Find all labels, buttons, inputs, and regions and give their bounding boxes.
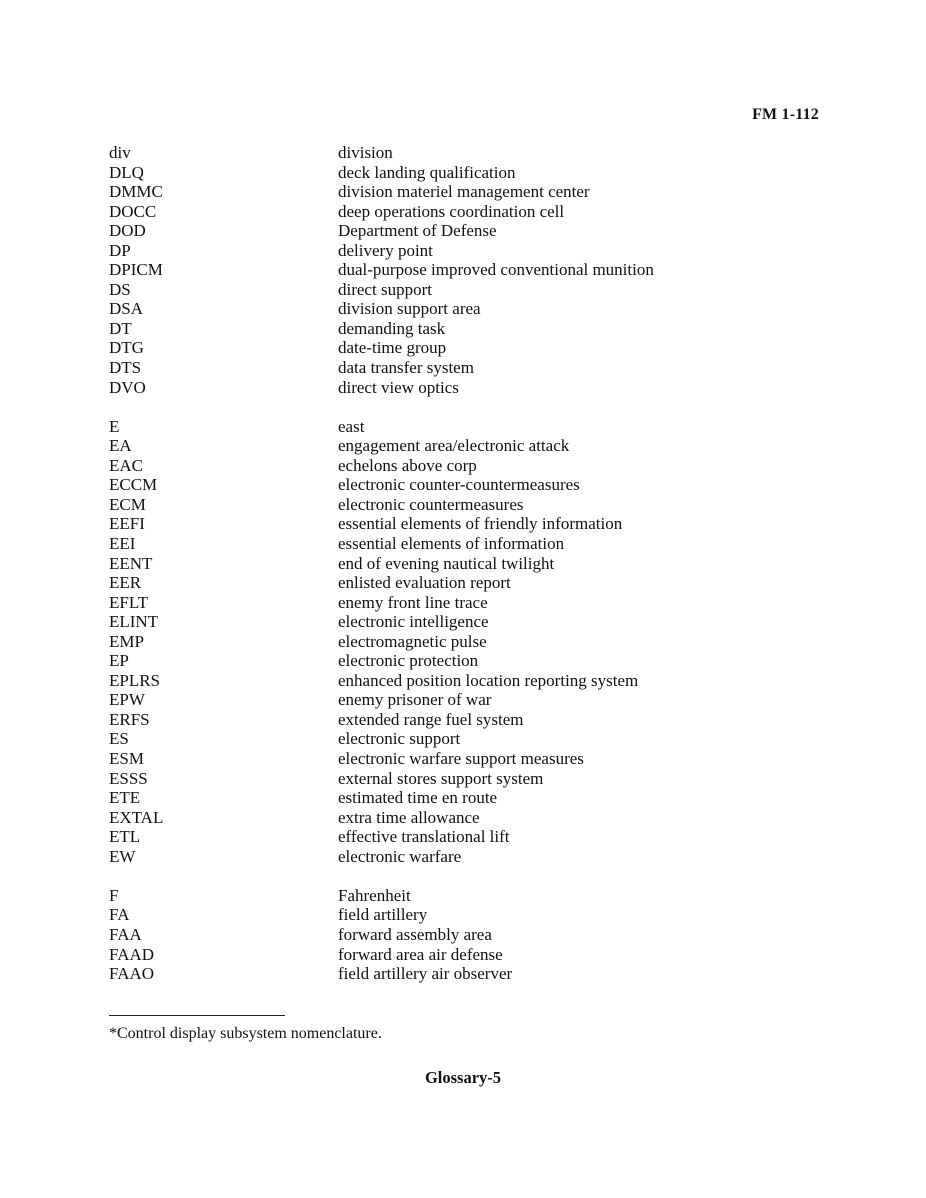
glossary-term: EA (109, 436, 132, 456)
glossary-term: FA (109, 905, 130, 925)
glossary-entry (109, 847, 829, 867)
glossary-definition: essential elements of friendly information (338, 514, 623, 534)
glossary-entry (109, 436, 829, 456)
glossary-term: ERFS (109, 709, 150, 729)
glossary-term: ECCM (109, 475, 158, 495)
glossary-definition: electronic countermeasures (338, 494, 524, 514)
glossary-definition: data transfer system (338, 358, 474, 378)
glossary-definition: echelons above corp (338, 455, 477, 475)
glossary-entry (109, 456, 829, 476)
glossary-term: EMP (109, 631, 144, 651)
glossary-term: DSA (109, 299, 144, 319)
glossary-section (109, 886, 829, 984)
glossary-definition: field artillery (338, 905, 428, 925)
glossary-entry (109, 769, 829, 789)
glossary-definition: electronic warfare support measures (338, 749, 584, 768)
glossary-entry (109, 573, 829, 593)
glossary-term: FAAD (109, 944, 155, 964)
glossary-definition: end of evening nautical twilight (338, 553, 555, 573)
glossary-definition: division support area (338, 299, 481, 319)
glossary-definition: forward area air defense (338, 944, 503, 964)
glossary-definition: estimated time en route (338, 788, 498, 808)
glossary-definition: effective translational lift (338, 827, 510, 847)
glossary-term: ESM (109, 749, 144, 768)
footnote: *Control display subsystem nomenclature. (109, 1025, 382, 1042)
glossary-definition: extra time allowance (338, 807, 480, 827)
glossary-entry (109, 143, 829, 163)
glossary-term: EP (109, 651, 129, 671)
glossary-term: EFLT (109, 592, 149, 612)
glossary-entry (109, 495, 829, 515)
glossary-term: DP (109, 240, 131, 260)
glossary-entry (109, 729, 829, 749)
glossary-definition: date-time group (338, 338, 447, 358)
glossary-definition: direct support (338, 279, 432, 299)
glossary-section (109, 417, 829, 867)
glossary-entry (109, 417, 829, 437)
glossary-entry (109, 808, 829, 828)
glossary-term: ETE (109, 788, 141, 808)
glossary-term: DS (109, 279, 131, 299)
glossary-term: ECM (109, 494, 146, 514)
glossary-term: EPW (109, 690, 145, 710)
page-number: Glossary-5 (424, 1068, 502, 1087)
glossary-term: EAC (109, 455, 143, 475)
glossary-entry (109, 788, 829, 808)
glossary-entry (109, 554, 829, 574)
glossary-entry (109, 905, 829, 925)
glossary-entry (109, 378, 829, 398)
glossary-term: EER (109, 573, 142, 593)
glossary-entry (109, 710, 829, 730)
glossary-definition: electronic intelligence (338, 612, 489, 632)
glossary-section (109, 143, 829, 397)
glossary-definition: east (338, 416, 365, 436)
glossary-definition: division materiel management center (338, 182, 590, 202)
glossary-definition: electromagnetic pulse (338, 631, 487, 651)
glossary-entry (109, 827, 829, 847)
glossary-definition: enlisted evaluation report (338, 573, 511, 593)
glossary-entry (109, 319, 829, 339)
glossary-definition: electronic warfare (338, 846, 462, 866)
glossary-definition: Department of Defense (338, 221, 497, 241)
glossary-definition: direct view optics (338, 377, 459, 397)
glossary-definition: external stores support system (338, 768, 544, 788)
glossary-entry (109, 514, 829, 534)
glossary-definition: deep operations coordination cell (338, 201, 565, 221)
glossary-entry (109, 475, 829, 495)
glossary-definition: engagement area/electronic attack (338, 436, 570, 456)
glossary-entry (109, 593, 829, 613)
glossary-definition: delivery point (338, 240, 433, 260)
glossary-term: div (109, 143, 131, 162)
glossary-definition: field artillery air observer (338, 964, 513, 984)
glossary-definition: extended range fuel system (338, 709, 524, 729)
glossary-term: EEI (109, 533, 136, 553)
glossary-definition: deck landing qualification (338, 162, 516, 182)
glossary-term: E (109, 416, 120, 436)
glossary-entry (109, 671, 829, 691)
glossary-term: ELINT (109, 612, 159, 632)
page-header-doc-id: FM 1-112 (752, 106, 819, 123)
glossary-term: EXTAL (109, 807, 164, 827)
glossary-term: FAAO (109, 964, 155, 984)
glossary-entry (109, 925, 829, 945)
glossary-term: EEFI (109, 514, 145, 534)
glossary-entry (109, 260, 829, 280)
glossary-list (109, 143, 829, 1003)
glossary-entry (109, 612, 829, 632)
glossary-definition: dual-purpose improved conventional munition (338, 260, 654, 280)
glossary-term: FAA (109, 924, 142, 944)
glossary-term: DPICM (109, 260, 163, 280)
glossary-definition: electronic protection (338, 651, 479, 671)
glossary-definition: enemy front line trace (338, 592, 488, 612)
glossary-entry (109, 690, 829, 710)
glossary-term: DTG (109, 338, 144, 358)
glossary-definition: forward assembly area (338, 924, 492, 944)
glossary-entry (109, 338, 829, 358)
glossary-entry (109, 945, 829, 965)
glossary-definition: electronic counter-countermeasures (338, 475, 580, 495)
glossary-entry (109, 299, 829, 319)
glossary-term: DT (109, 318, 132, 338)
glossary-definition: division (338, 143, 393, 162)
glossary-entry (109, 651, 829, 671)
glossary-term: F (109, 885, 119, 905)
glossary-term: DOCC (109, 201, 157, 221)
glossary-term: EW (109, 846, 136, 866)
glossary-term: ESSS (109, 768, 148, 788)
glossary-term: DOD (109, 221, 146, 241)
glossary-entry (109, 358, 829, 378)
glossary-entry (109, 202, 829, 222)
glossary-term: EPLRS (109, 670, 161, 690)
glossary-entry (109, 964, 829, 984)
glossary-term: EENT (109, 553, 153, 573)
glossary-entry (109, 182, 829, 202)
glossary-term: DMMC (109, 182, 163, 202)
glossary-entry (109, 749, 829, 769)
glossary-definition: Fahrenheit (338, 885, 411, 905)
glossary-term: ETL (109, 827, 141, 847)
glossary-entry (109, 163, 829, 183)
glossary-term: DTS (109, 358, 142, 378)
glossary-term: DVO (109, 377, 146, 397)
glossary-definition: enhanced position location reporting system (338, 670, 639, 690)
glossary-definition: essential elements of information (338, 533, 565, 553)
glossary-definition: electronic support (338, 729, 461, 749)
footnote-divider (109, 1015, 285, 1016)
glossary-entry (109, 534, 829, 554)
glossary-entry (109, 221, 829, 241)
glossary-definition: demanding task (338, 318, 446, 338)
glossary-term: ES (109, 729, 129, 749)
glossary-entry (109, 280, 829, 300)
glossary-entry (109, 632, 829, 652)
glossary-entry (109, 241, 829, 261)
glossary-entry (109, 886, 829, 906)
glossary-term: DLQ (109, 162, 144, 182)
glossary-definition: enemy prisoner of war (338, 690, 492, 710)
